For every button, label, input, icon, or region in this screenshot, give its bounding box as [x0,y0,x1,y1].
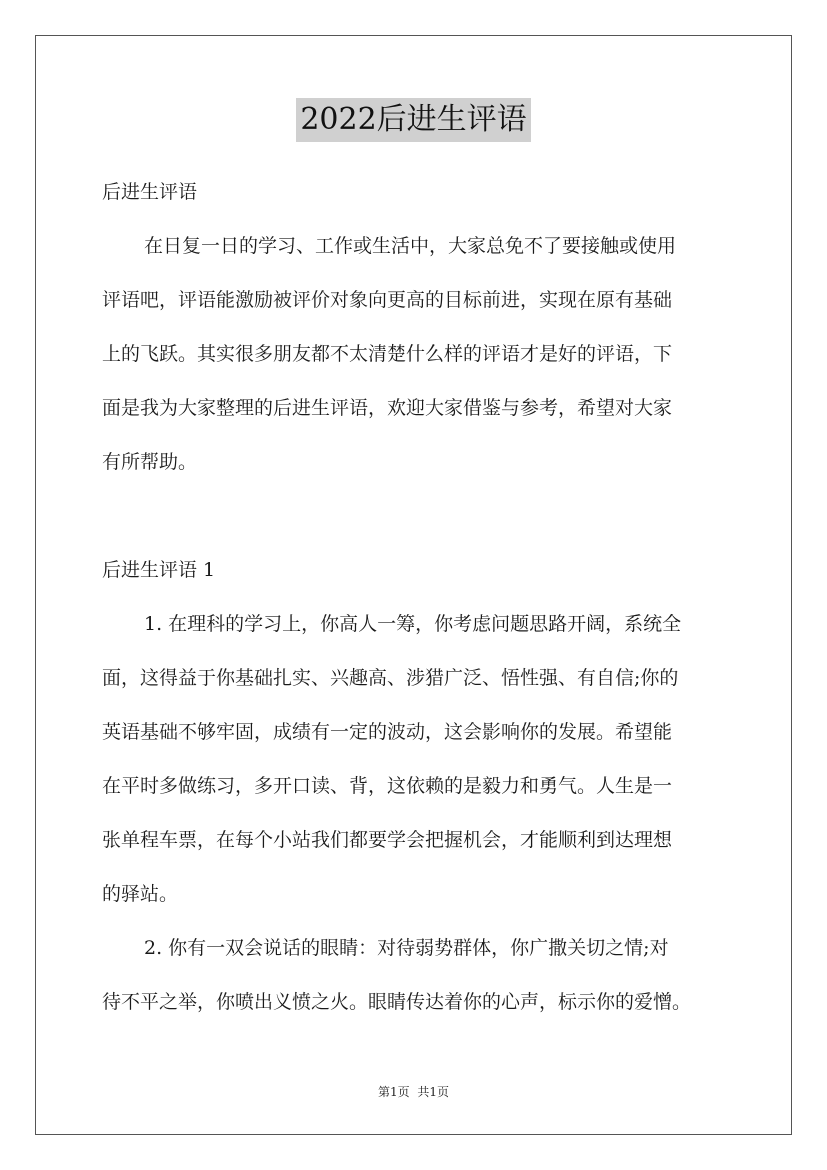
item1-line: 1. 在理科的学习上，你高人一筹，你考虑问题思路开阔，系统全 [144,612,682,635]
item1-line: 在平时多做练习，多开口读、背，这依赖的是毅力和勇气。人生是一 [102,774,673,797]
title-container [0,98,827,142]
page-footer [0,1083,827,1101]
item2-line: 待不平之举，你喷出义愤之火。眼睛传达着你的心声，标示你的爱憎。 [102,990,692,1013]
total-pages: 共1页 [417,1085,450,1099]
item1-line: 面，这得益于你基础扎实、兴趣高、涉猎广泛、悟性强、有自信;你的 [102,666,679,689]
intro-line: 有所帮助。 [102,450,198,473]
document-title: 2022后进生评语 [296,98,530,142]
item1-line: 英语基础不够牢固，成绩有一定的波动，这会影响你的发展。希望能 [102,720,673,743]
item1-line: 的驿站。 [102,882,179,905]
intro-line: 上的飞跃。其实很多朋友都不太清楚什么样的评语才是好的评语，下 [102,342,673,365]
spacer [102,489,726,543]
page-number: 第1页 [377,1085,410,1099]
intro-line: 评语吧，评语能激励被评价对象向更高的目标前进，实现在原有基础 [102,288,673,311]
section-heading: 后进生评语 1 [102,558,216,581]
item1-line: 张单程车票，在每个小站我们都要学会把握机会，才能顺利到达理想 [102,828,673,851]
item2-line: 2. 你有一双会说话的眼睛：对待弱势群体，你广撒关切之情;对 [144,936,669,959]
document-body [102,165,726,1029]
intro-line: 在日复一日的学习、工作或生活中，大家总免不了要接触或使用 [144,234,677,257]
intro-line: 面是我为大家整理的后进生评语，欢迎大家借鉴与参考，希望对大家 [102,396,673,419]
intro-heading: 后进生评语 [102,180,198,203]
